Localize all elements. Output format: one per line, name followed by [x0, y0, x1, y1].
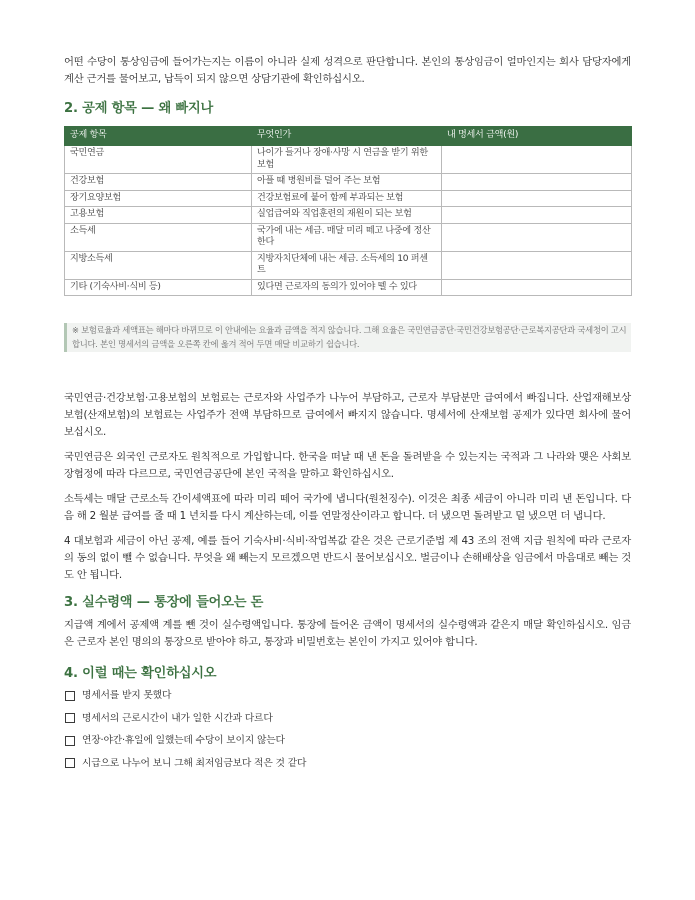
- section-4: [64, 665, 631, 770]
- deduction-item: 기타 (기숙사비·식비 등): [65, 279, 252, 296]
- checkbox-icon[interactable]: [65, 713, 75, 723]
- deduction-item: 고용보험: [65, 207, 252, 224]
- checklist-item: [64, 757, 631, 770]
- body-paragraph: 소득세는 매달 근로소득 간이세액표에 따라 미리 떼어 국가에 냅니다(원천징수). 이것은 최종 세금이 아니라 미리 낸 돈입니다. 다음 해 2 월분 급여를 줄 때 1 년치를 다시 계산하는데, 이를 연말정산이라고 합니다. 더 냈으면 돌려받고 덜 냈으면 더 냅니다.: [64, 493, 631, 522]
- deduction-item: 국민연금: [65, 146, 252, 174]
- section-3-paragraph: 지급액 계에서 공제액 계를 뺀 것이 실수령액입니다. 통장에 들어온 금액이 명세서의 실수령액과 같은지 매달 확인하십시오. 임금은 근로자 본인 명의의 통장으로 받아야 하고, 통장과 비밀번호는 본인이 가지고 있어야 합니다.: [64, 619, 631, 648]
- section-2-heading: 2. 공제 항목 — 왜 빠지나: [64, 101, 214, 116]
- deduction-item: 건강보험: [65, 174, 252, 191]
- my-amount-cell[interactable]: [442, 223, 632, 251]
- body-paragraph: 국민연금·건강보험·고용보험의 보험료는 근로자와 사업주가 나누어 부담하고, 근로자 부담분만 급여에서 빠집니다. 산업재해보상보험(산재보험)의 보험료는 사업주가 전액 부담하므로 급여에서 빠지지 않습니다. 명세서에 산재보험 공제가 있다면 회사에 물어보십시오.: [64, 392, 631, 438]
- section-4-heading: 4. 이럴 때는 확인하십시오: [64, 666, 217, 681]
- my-amount-cell[interactable]: [442, 207, 632, 224]
- my-amount-cell[interactable]: [442, 251, 632, 279]
- deduction-description: 실업급여와 직업훈련의 재원이 되는 보험: [252, 207, 442, 224]
- my-amount-cell[interactable]: [442, 174, 632, 191]
- checkbox-icon[interactable]: [65, 691, 75, 701]
- checkbox-icon[interactable]: [65, 736, 75, 746]
- checklist-item: [64, 734, 631, 747]
- table-header-row: [65, 127, 632, 146]
- header-my-amount: 내 명세서 금액(원): [442, 127, 632, 146]
- deduction-description: 지방자치단체에 내는 세금. 소득세의 10 퍼센트: [252, 251, 442, 279]
- checklist-item: [64, 712, 631, 725]
- rates-note: ※ 보험료율과 세액표는 해마다 바뀌므로 이 안내에는 요율과 금액을 적지 않습니다. 그해 요율은 국민연금공단·국민건강보험공단·근로복지공단과 국세청이 고시합니다. 본인 명세서의 금액을 오른쪽 칸에 옮겨 적어 두면 매달 비교하기 쉽습니다.: [64, 323, 631, 352]
- section-3-heading: 3. 실수령액 — 통장에 들어오는 돈: [64, 595, 264, 610]
- deduction-description: 건강보험료에 붙어 함께 부과되는 보험: [252, 190, 442, 207]
- deduction-description: 있다면 근로자의 동의가 있어야 뗄 수 있다: [252, 279, 442, 296]
- table-row: [65, 207, 632, 224]
- table-row: [65, 146, 632, 174]
- checklist-item: [64, 689, 631, 702]
- checklist-item-label: 명세서를 받지 못했다: [82, 690, 172, 701]
- my-amount-cell[interactable]: [442, 190, 632, 207]
- deduction-description: 국가에 내는 세금. 매달 미리 떼고 나중에 정산한다: [252, 223, 442, 251]
- checklist-item-label: 시급으로 나누어 보니 그해 최저임금보다 적은 것 같다: [82, 757, 307, 769]
- header-item: 공제 항목: [65, 127, 252, 146]
- checklist-item-label: 연장·야간·휴일에 일했는데 수당이 보이지 않는다: [82, 735, 285, 746]
- table-row: [65, 223, 632, 251]
- checklist-item-label: 명세서의 근로시간이 내가 일한 시간과 다르다: [82, 712, 273, 724]
- deduction-description: 아플 때 병원비를 덜어 주는 보험: [252, 174, 442, 191]
- section-2-body: [64, 390, 631, 584]
- table-row: [65, 190, 632, 207]
- table-row: [65, 279, 632, 296]
- my-amount-cell[interactable]: [442, 279, 632, 296]
- deductions-table: [64, 126, 632, 296]
- deduction-item: 지방소득세: [65, 251, 252, 279]
- checklist: [64, 689, 631, 770]
- table-row: [65, 251, 632, 279]
- body-paragraph: 4 대보험과 세금이 아닌 공제, 예를 들어 기숙사비·식비·작업복값 같은 것은 근로기준법 제 43 조의 전액 지급 원칙에 따라 근로자의 동의 없이 뺄 수 없습니다. 무엇을 왜 빼는지 모르겠으면 반드시 물어보십시오. 벌금이나 손해배상을 임금에서 마음대로 빼는 것도 안 됩니다.: [64, 535, 631, 581]
- body-paragraph: 국민연금은 외국인 근로자도 원칙적으로 가입합니다. 한국을 떠날 때 낸 돈을 돌려받을 수 있는지는 국적과 그 나라와 맺은 사회보장협정에 따라 다르므로, 국민연금공단에 본인 국적을 말하고 확인하십시오.: [64, 451, 631, 480]
- deduction-description: 나이가 들거나 장애·사망 시 연금을 받기 위한 보험: [252, 146, 442, 174]
- intro-paragraph: 어떤 수당이 통상임금에 들어가는지는 이름이 아니라 실제 성격으로 판단합니다. 본인의 통상임금이 얼마인지는 회사 담당자에게 계산 근거를 물어보고, 납득이 되지 않으면 상담기관에 확인하십시오.: [64, 56, 631, 85]
- my-amount-cell[interactable]: [442, 146, 632, 174]
- deduction-item: 장기요양보험: [65, 190, 252, 207]
- section-3: [64, 594, 631, 651]
- checkbox-icon[interactable]: [65, 758, 75, 768]
- table-row: [65, 174, 632, 191]
- document-page: [64, 54, 631, 779]
- deduction-item: 소득세: [65, 223, 252, 251]
- header-description: 무엇인가: [252, 127, 442, 146]
